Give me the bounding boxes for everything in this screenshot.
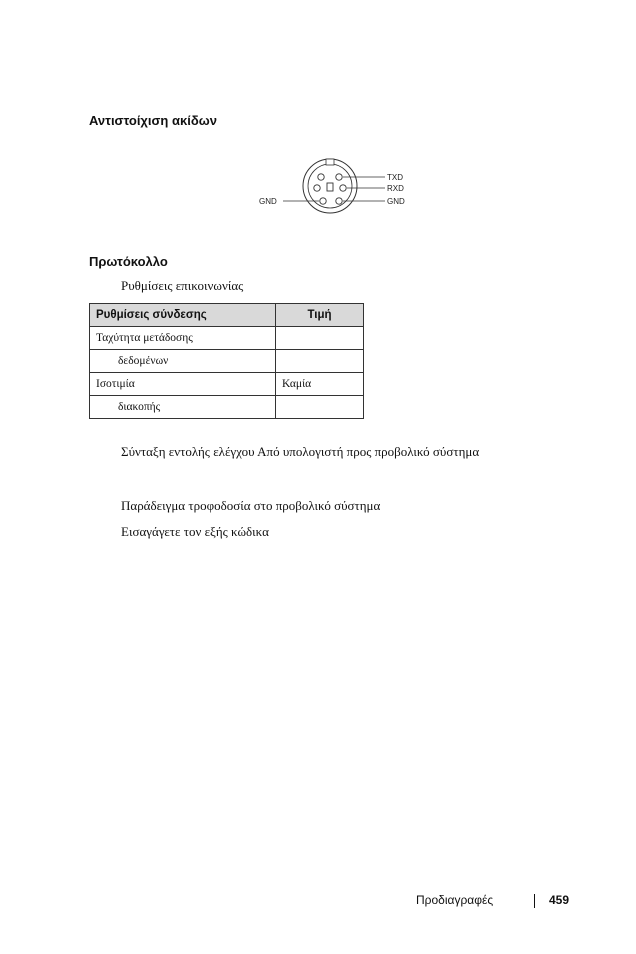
table-header-value: Τιμή	[276, 304, 364, 327]
pin-6-gnd-right	[336, 198, 342, 204]
paragraph-command-syntax: Σύνταξη εντολής ελέγχου Από υπολογιστή προς προβολικό σύστημα	[121, 444, 480, 459]
pin-3	[314, 185, 320, 191]
label-gnd-right: GND	[387, 197, 405, 206]
paragraph-comm-settings: Ρυθμίσεις επικοινωνίας	[121, 278, 244, 293]
footer-separator	[534, 894, 535, 908]
label-rxd: RXD	[387, 184, 404, 193]
table-cell-setting: Ταχύτητα μετάδοσης	[90, 327, 276, 350]
connector-key-notch	[326, 159, 334, 165]
label-txd: TXD	[387, 173, 403, 182]
paragraph-enter-code: Εισαγάγετε τον εξής κώδικα	[121, 524, 269, 539]
pin-5-gnd-left	[320, 198, 326, 204]
heading-pin-assignment: Αντιστοίχιση ακίδων	[89, 113, 217, 128]
table-cell-value	[276, 396, 364, 419]
label-gnd-left: GND	[259, 197, 277, 206]
table-row	[90, 350, 364, 373]
table-cell-value	[276, 327, 364, 350]
table-row	[90, 327, 364, 350]
pin-1	[318, 174, 324, 180]
serial-port-pin-diagram	[255, 155, 415, 217]
center-key	[327, 183, 333, 191]
table-header-row	[90, 304, 364, 327]
table-cell-value: Καμία	[276, 373, 364, 396]
table-header-settings: Ρυθμίσεις σύνδεσης	[90, 304, 276, 327]
pin-2-txd	[336, 174, 342, 180]
table-row	[90, 373, 364, 396]
footer-page-number: 459	[549, 893, 570, 907]
table-cell-setting: δεδομένων	[90, 350, 276, 373]
table-cell-setting: Ισοτιμία	[90, 373, 276, 396]
table-cell-setting: διακοπής	[90, 396, 276, 419]
paragraph-example: Παράδειγμα τροφοδοσία στο προβολικό σύστημα	[121, 498, 381, 513]
table-row	[90, 396, 364, 419]
table-cell-value	[276, 350, 364, 373]
heading-protocol: Πρωτόκολλο	[89, 254, 168, 269]
connection-settings-table	[89, 303, 364, 419]
pin-4-rxd	[340, 185, 346, 191]
footer-section-title: Προδιαγραφές	[416, 893, 494, 907]
